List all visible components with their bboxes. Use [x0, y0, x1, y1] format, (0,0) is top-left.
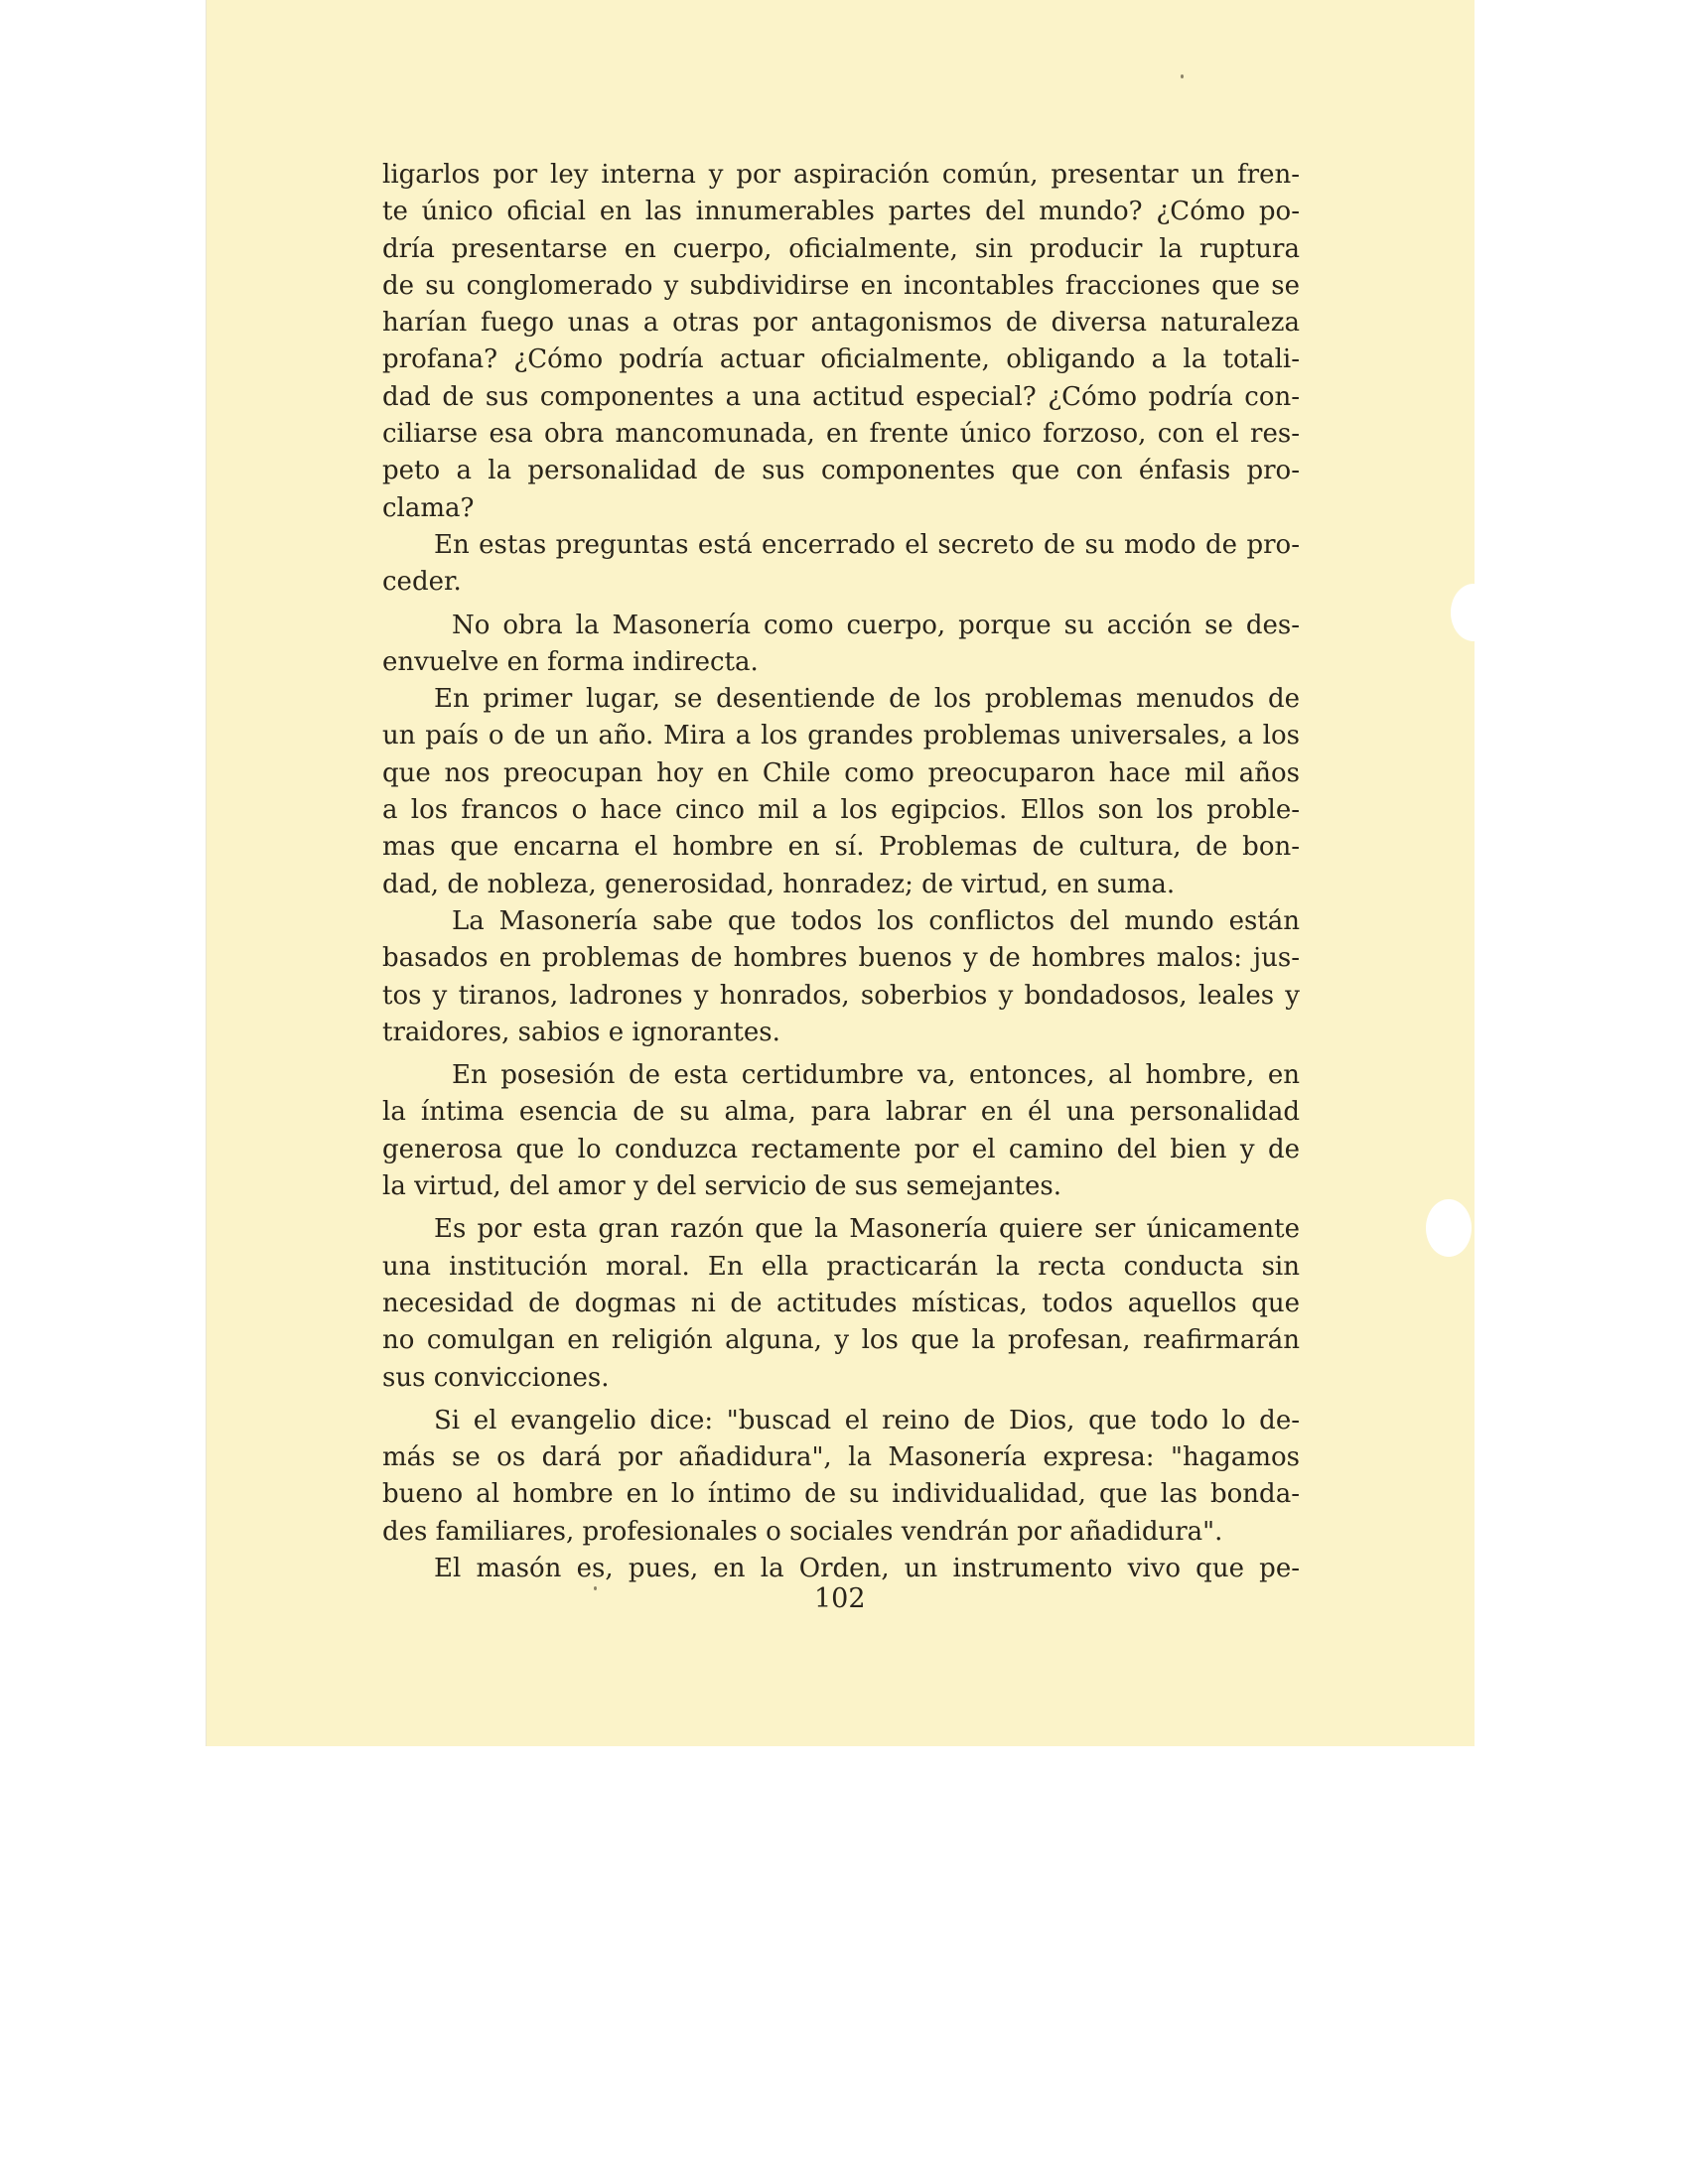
text-line: traidores, sabios e ignorantes.	[382, 1017, 780, 1047]
text-line: envuelve en forma indirecta.	[382, 646, 759, 677]
text-line: ligarlos por ley interna y por aspiración común, presentar un fren-	[382, 160, 1300, 190]
text-line: a los francos o hace cinco mil a los egipcios. Ellos son los proble-	[382, 795, 1300, 826]
text-line: dad de sus componentes a una actitud especial? ¿Cómo podría con-	[382, 381, 1300, 412]
text-line: peto a la personalidad de sus componentes que con énfasis pro-	[382, 456, 1300, 486]
text-line: clama?	[382, 492, 475, 523]
text-line: que nos preocupan hoy en Chile como preocuparon hace mil años	[382, 757, 1300, 788]
text-line: Es por esta gran razón que la Masonería quiere ser únicamente	[434, 1214, 1300, 1245]
text-line: un país o de un año. Mira a los grandes problemas universales, a los	[382, 721, 1300, 751]
body-text	[382, 157, 1300, 1587]
text-line: bueno al hombre en lo íntimo de su individualidad, que las bonda-	[382, 1479, 1300, 1510]
text-line: la virtud, del amor y del servicio de sus semejantes.	[382, 1171, 1062, 1202]
text-line: harían fuego unas a otras por antagonismos de diversa naturaleza	[382, 308, 1300, 339]
text-line: más se os dará por añadidura", la Masonería expresa: "hagamos	[382, 1442, 1300, 1473]
text-line: una institución moral. En ella practicarán la recta conducta sin	[382, 1251, 1300, 1282]
text-line: Si el evangelio dice: "buscad el reino de Dios, que todo lo de-	[434, 1405, 1300, 1435]
text-line: basados en problemas de hombres buenos y de hombres malos: jus-	[382, 943, 1300, 974]
text-line: no comulgan en religión alguna, y los que la profesan, reafirmarán	[382, 1325, 1300, 1356]
text-line: dría presentarse en cuerpo, oficialmente, sin producir la ruptura	[382, 233, 1300, 264]
binder-hole-upper	[1451, 584, 1496, 641]
text-line: profana? ¿Cómo podría actuar oficialmente, obligando a la totali-	[382, 344, 1300, 375]
text-line: necesidad de dogmas ni de actitudes místicas, todos aquellos que	[382, 1288, 1300, 1318]
text-line: En posesión de esta certidumbre va, entonces, al hombre, en	[452, 1060, 1300, 1091]
ink-speck	[1181, 74, 1184, 78]
text-line: des familiares, profesionales o sociales vendrán por añadidura".	[382, 1516, 1223, 1547]
text-line: El masón es, pues, en la Orden, un instrumento vivo que pe-	[434, 1553, 1300, 1583]
text-line: te único oficial en las innumerables partes del mundo? ¿Cómo po-	[382, 197, 1300, 227]
text-line: No obra la Masonería como cuerpo, porque su acción se des-	[452, 610, 1300, 640]
text-line: tos y tiranos, ladrones y honrados, soberbios y bondadosos, leales y	[382, 980, 1300, 1011]
text-line: dad, de nobleza, generosidad, honradez; de virtud, en suma.	[382, 869, 1176, 899]
page-number: 102	[814, 1583, 866, 1614]
binder-hole-lower	[1426, 1199, 1472, 1257]
text-line: En estas preguntas está encerrado el secreto de su modo de pro-	[434, 529, 1300, 560]
text-line: ciliarse esa obra mancomunada, en frente único forzoso, con el res-	[382, 419, 1300, 450]
text-line: la íntima esencia de su alma, para labrar en él una personalidad	[382, 1097, 1300, 1128]
text-line: generosa que lo conduzca rectamente por el camino del bien y de	[382, 1134, 1300, 1164]
text-line: La Masonería sabe que todos los conflictos del mundo están	[452, 905, 1300, 936]
text-line: ceder.	[382, 567, 462, 598]
text-line: mas que encarna el hombre en sí. Problemas de cultura, de bon-	[382, 832, 1300, 863]
text-line: En primer lugar, se desentiende de los problemas menudos de	[434, 684, 1300, 715]
text-line: sus convicciones.	[382, 1362, 610, 1393]
text-line: de su conglomerado y subdividirse en incontables fracciones que se	[382, 270, 1300, 301]
